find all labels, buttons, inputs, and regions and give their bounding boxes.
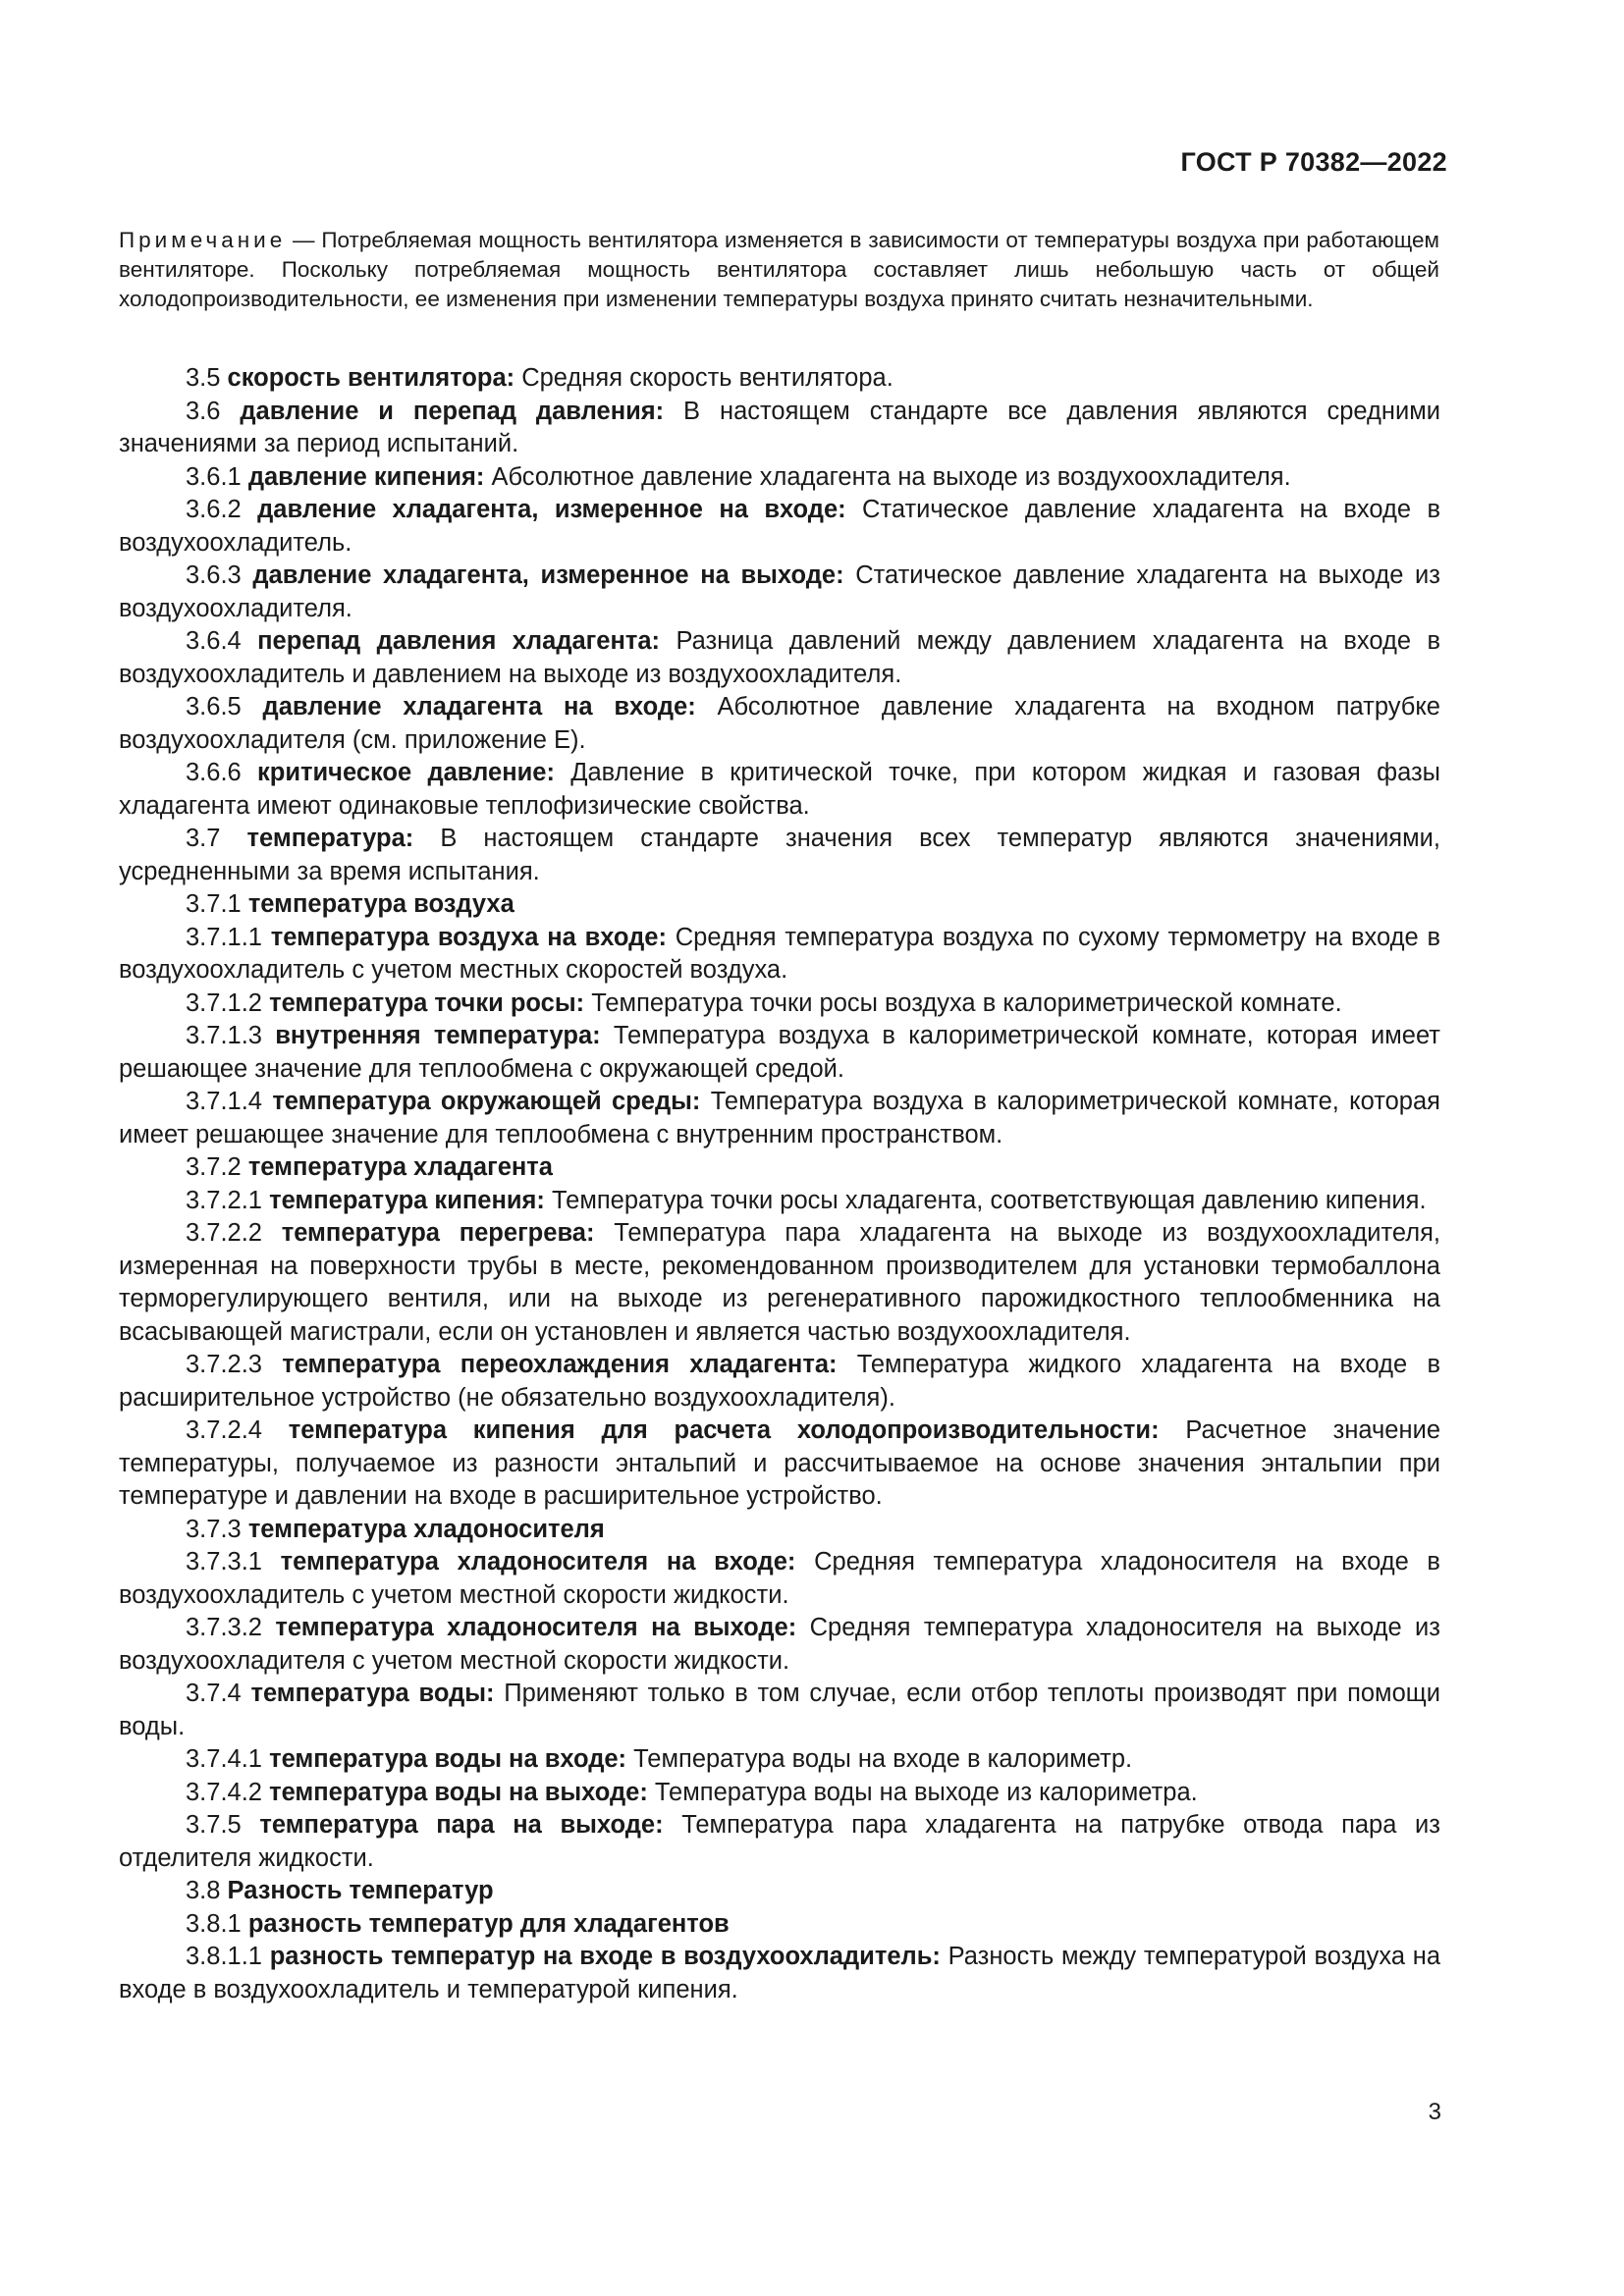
definition-text: Температура жидкого хладагента на входе в расширительное устройство (не обязательно воздухоохладителя).: [119, 1351, 1440, 1412]
definition-text: Температура точки росы хладагента, соответствующая давлению кипения.: [544, 1186, 1427, 1214]
definition-text: Средняя скорость вентилятора.: [514, 364, 893, 392]
definition-term: Разность температур: [227, 1877, 494, 1904]
definition-number: 3.6.5: [186, 693, 263, 721]
definition-text: Средняя температура хладоносителя на входе в воздухоохладитель с учетом местной скорости жидкости.: [119, 1548, 1440, 1609]
definition-number: 3.7.2.3: [186, 1351, 283, 1378]
definition-number: 3.8: [186, 1877, 228, 1904]
definition-text: Статическое давление хладагента на входе в воздухоохладитель.: [119, 496, 1440, 557]
definition-item: [119, 494, 1440, 560]
definition-text: Разница давлений между давлением хладагента на входе в воздухоохладитель и давлением на выходе из воздухоохладителя.: [119, 627, 1440, 688]
definition-item: [119, 888, 1440, 922]
definition-text: Температура пара хладагента на патрубке отвода пара из отделителя жидкости.: [119, 1811, 1440, 1872]
definition-number: 3.7.2: [186, 1153, 248, 1181]
note-text: — Потребляемая мощность вентилятора изменяется в зависимости от температуры воздуха при работающем вентиляторе. Поскольку потребляемая мощность вентилятора составляет лишь небольшую часть от общей холодопроизводительности, ее изменения при изменении температуры воздуха принято считать незначительными.: [119, 228, 1439, 311]
note-label: Примечание: [119, 228, 287, 252]
definition-item: [119, 362, 1440, 396]
definition-term: давление хладагента, измеренное на выходе:: [252, 561, 844, 589]
definition-number: 3.5: [186, 364, 228, 392]
definition-number: 3.6: [186, 397, 241, 425]
definition-number: 3.7.4: [186, 1680, 251, 1707]
definition-term: температура воды на входе:: [269, 1745, 627, 1773]
definition-text: Температура воды на выходе из калориметра.: [647, 1778, 1198, 1806]
definition-term: внутренняя температура:: [275, 1022, 601, 1049]
definitions-list: [119, 362, 1440, 2006]
definition-number: 3.7.1: [186, 890, 248, 918]
definition-item: [119, 1151, 1440, 1185]
definition-number: 3.7.1.1: [186, 923, 271, 951]
definition-number: 3.6.1: [186, 462, 248, 491]
definition-text: Абсолютное давление хладагента на входном патрубке воздухоохладителя (см. приложение Е).: [119, 693, 1440, 754]
definition-text: Средняя температура хладоносителя на выходе из воздухоохладителя с учетом местной скорости жидкости.: [119, 1614, 1440, 1675]
definition-number: 3.6.2: [186, 496, 258, 523]
definition-term: температура хладоносителя на входе:: [280, 1548, 796, 1575]
definition-term: разность температур для хладагентов: [247, 1909, 730, 1938]
definition-item: [119, 823, 1440, 888]
definition-number: 3.6.3: [186, 561, 253, 589]
definition-number: 3.7.1.4: [186, 1088, 273, 1115]
definition-number: 3.7.2.1: [186, 1186, 270, 1214]
definition-term: температура переохлаждения хладагента:: [282, 1351, 838, 1378]
definition-number: 3.7.5: [186, 1811, 260, 1839]
definition-item: [119, 1743, 1440, 1777]
definition-text: Расчетное значение температуры, получаемое из разности энтальпий и рассчитываемое на основе значения энтальпии при температуре и давлении на входе в расширительное устройство.: [119, 1416, 1440, 1510]
definition-item: [119, 1546, 1440, 1612]
definition-term: давление и перепад давления:: [240, 397, 665, 425]
definition-item: [119, 1941, 1440, 2006]
definition-text: Средняя температура воздуха по сухому термометру на входе в воздухоохладитель с учетом местных скоростей воздуха.: [119, 923, 1440, 984]
definition-term: температура хладагента: [247, 1153, 553, 1181]
definition-term: температура кипения:: [269, 1186, 545, 1214]
definition-number: 3.7.4.2: [186, 1778, 270, 1806]
definition-item: [119, 1612, 1440, 1678]
definition-term: температура кипения для расчета холодопроизводительности:: [288, 1416, 1160, 1444]
definition-term: давление хладагента на входе:: [262, 693, 696, 721]
definition-item: [119, 1185, 1440, 1218]
definition-text: Абсолютное давление хладагента на выходе из воздухоохладителя.: [484, 462, 1291, 491]
definition-item: [119, 461, 1440, 495]
definition-term: температура воздуха на входе:: [270, 923, 667, 951]
definition-item: [119, 625, 1440, 691]
definition-number: 3.7.3.1: [186, 1548, 281, 1575]
definition-text: Температура воздуха в калориметрической комнате, которая имеет решающее значение для теплообмена с окружающей средой.: [119, 1022, 1440, 1083]
definition-item: [119, 922, 1440, 988]
definition-text: Температура точки росы воздуха в калориметрической комнате.: [584, 988, 1342, 1017]
definition-number: 3.6.4: [186, 627, 258, 655]
definition-number: 3.7: [186, 825, 247, 852]
definition-item: [119, 757, 1440, 823]
definition-term: температура воды:: [250, 1680, 495, 1707]
definition-text: Применяют только в том случае, если отбор теплоты производят при помощи воды.: [119, 1680, 1440, 1740]
definition-term: критическое давление:: [256, 759, 555, 786]
standard-code-header: ГОСТ Р 70382—2022: [1180, 147, 1447, 177]
definition-term: температура окружающей среды:: [272, 1088, 701, 1115]
definition-number: 3.7.3: [186, 1515, 248, 1543]
definition-text: Температура пара хладагента на выходе из воздухоохладителя, измеренная на поверхности трубы в месте, рекомендованном производителем для установки термобаллона терморегулирующего вентиля, или на выходе из регенеративного парожидкостного теплообменника на всасывающей магистрали, если он установлен и является частью воздухоохладителя.: [119, 1219, 1440, 1346]
page-number: 3: [1428, 2099, 1441, 2125]
definition-text: Температура воды на входе в калориметр.: [626, 1745, 1133, 1773]
definition-number: 3.8.1: [186, 1909, 248, 1938]
definition-item: [119, 1875, 1440, 1908]
definition-item: [119, 691, 1440, 757]
definition-term: перепад давления хладагента:: [257, 627, 661, 655]
definition-text: В настоящем стандарте все давления являются средними значениями за период испытаний.: [119, 397, 1440, 457]
definition-item: [119, 1086, 1440, 1151]
definition-text: Температура воздуха в калориметрической комнате, которая имеет решающее значение для теплообмена с внутренним пространством.: [119, 1088, 1440, 1148]
definition-item: [119, 1514, 1440, 1547]
definition-text: Разность между температурой воздуха на входе в воздухоохладитель и температурой кипения.: [119, 1943, 1441, 2003]
definition-term: температура воды на выходе:: [269, 1778, 648, 1806]
definition-item: [119, 1020, 1440, 1086]
definition-term: температура перегрева:: [281, 1219, 595, 1247]
definition-number: 3.7.2.2: [186, 1219, 282, 1247]
definition-term: разность температур на входе в воздухоохладитель:: [269, 1943, 941, 1970]
definition-number: 3.6.6: [186, 759, 257, 786]
definition-term: температура воздуха: [247, 890, 514, 918]
definition-number: 3.7.1.2: [186, 988, 270, 1017]
definition-text: Давление в критической точке, при котором жидкая и газовая фазы хладагента имеют одинаковые теплофизические свойства.: [119, 759, 1440, 820]
definition-number: 3.8.1.1: [186, 1943, 270, 1970]
definition-item: [119, 1678, 1440, 1743]
definition-item: [119, 1777, 1440, 1810]
definition-term: давление кипения:: [247, 462, 485, 491]
definition-term: температура точки росы:: [269, 988, 585, 1017]
note-paragraph: [119, 226, 1439, 314]
definition-item: [119, 1217, 1440, 1349]
definition-item: [119, 988, 1440, 1021]
definition-text: Статическое давление хладагента на выходе из воздухоохладителя.: [119, 561, 1440, 622]
definition-item: [119, 1415, 1440, 1514]
definition-term: температура:: [246, 825, 414, 852]
definition-item: [119, 1809, 1440, 1875]
definition-term: температура хладоносителя: [247, 1515, 605, 1543]
definition-number: 3.7.2.4: [186, 1416, 289, 1444]
definition-item: [119, 560, 1440, 625]
definition-term: температура пара на выходе:: [259, 1811, 664, 1839]
definition-number: 3.7.3.2: [186, 1614, 276, 1641]
definition-number: 3.7.4.1: [186, 1745, 270, 1773]
definition-item: [119, 1908, 1440, 1942]
definition-term: температура хладоносителя на выходе:: [275, 1614, 797, 1641]
definition-item: [119, 1349, 1440, 1415]
definition-term: давление хладагента, измеренное на входе:: [257, 496, 846, 523]
definition-text: В настоящем стандарте значения всех температур являются значениями, усредненными за время испытания.: [119, 825, 1440, 885]
definition-item: [119, 396, 1440, 461]
definition-term: скорость вентилятора:: [227, 364, 515, 392]
definition-number: 3.7.1.3: [186, 1022, 276, 1049]
